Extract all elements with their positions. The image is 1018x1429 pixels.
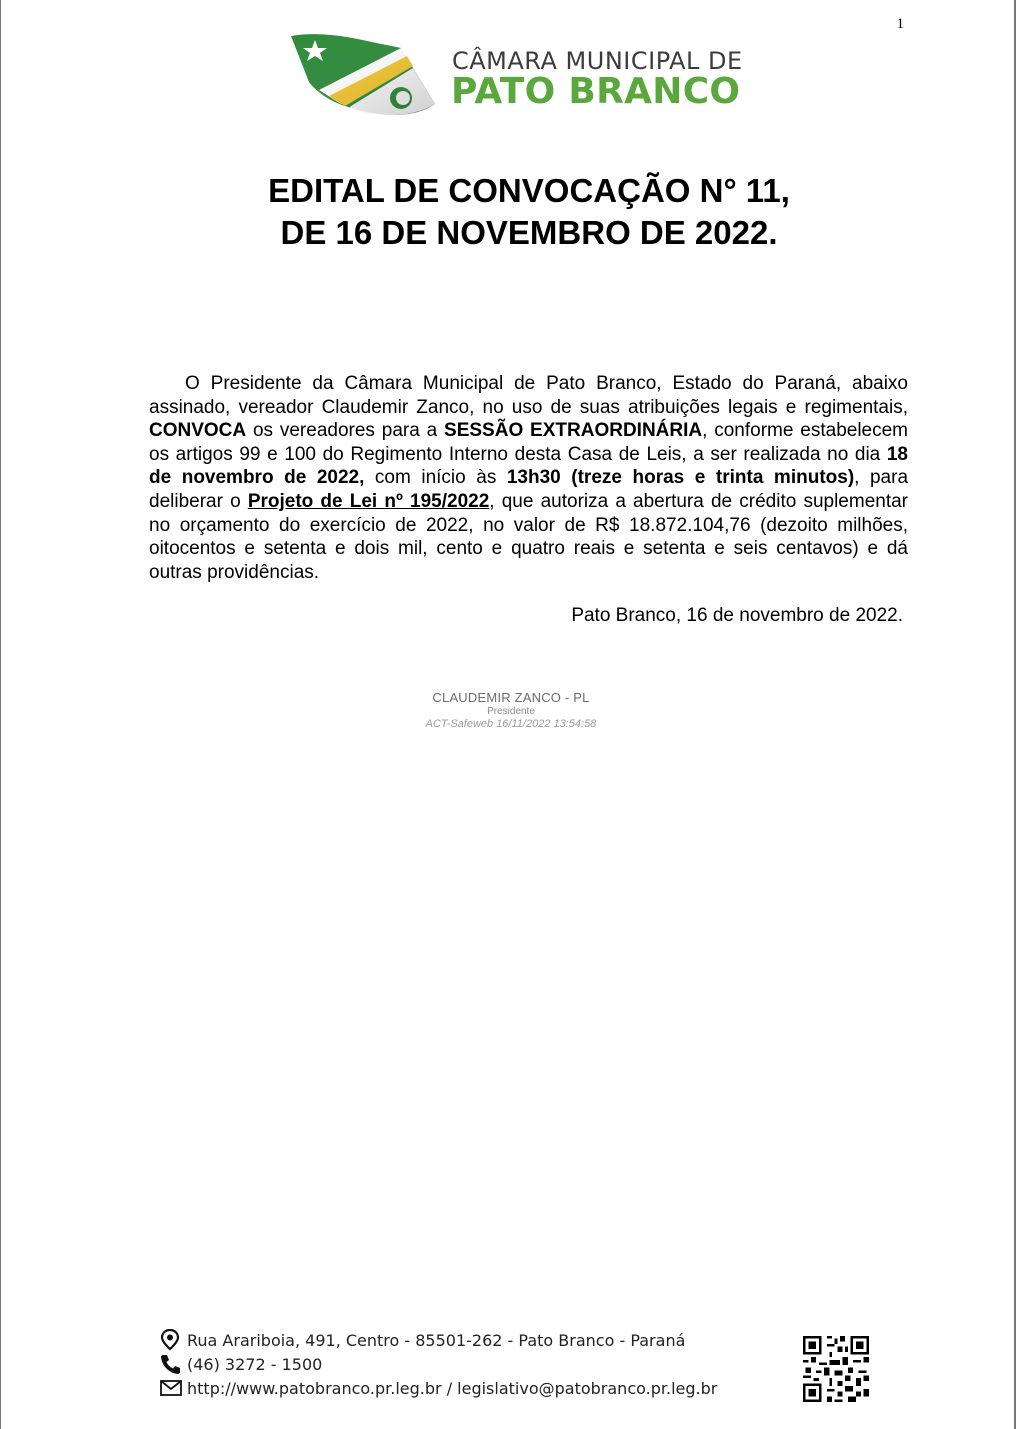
place-date: Pato Branco, 16 de novembro de 2022.: [571, 605, 903, 626]
paragraph-text: O Presidente da Câmara Municipal de Pato Branco, Estado do Paraná, abaixo assinado, vereador Claudemir Zanco, no uso de suas atribuições legais e regimentais,: [149, 373, 908, 418]
title-line1: EDITAL DE CONVOCAÇÃO N° 11,: [268, 172, 790, 209]
document-title: [151, 170, 907, 254]
paragraph-text: , conforme estabelecem os artigos 99 e 100 do Regimento Interno desta Casa de Leis, a ser realizada no dia: [149, 420, 909, 465]
convoca-bold: CONVOCA: [149, 420, 247, 442]
qr-code-icon: [803, 1336, 869, 1402]
paragraph-text: com início às: [364, 467, 507, 489]
signer-role: Presidente: [487, 706, 535, 717]
signature-certificate: ACT-Safeweb 16/11/2022 13:54:58: [425, 718, 597, 730]
session-date-bold: 18 de novembro de 2022,: [149, 443, 908, 489]
paragraph-text: , para deliberar o: [149, 467, 909, 512]
footer-contact: [159, 1328, 879, 1400]
title-line2: DE 16 DE NOVEMBRO DE 2022.: [280, 214, 778, 251]
page-number: 1: [896, 16, 904, 32]
address-text: Rua Arariboia, 491, Centro - 85501-262 - Pato Branco - Paraná: [187, 1330, 686, 1350]
bill-reference: Projeto de Lei nº 195/2022: [247, 490, 490, 512]
footer-web-email: [159, 1376, 879, 1400]
digital-signature: [361, 690, 661, 730]
session-time-bold: 13h30 (treze horas e trinta minutos): [506, 467, 855, 489]
chamber-logo: [289, 30, 759, 122]
flag-logo-icon: [289, 30, 439, 122]
paragraph-text: , que autoriza a abertura de crédito suplementar no orçamento do exercício de 2022, no valor de R$ 18.872.104,76 (dezoito milhões, oitocentos e setenta e dois mil, cento e quatro reais e setenta e seis centavos) e dá outras providências.: [149, 490, 908, 583]
signer-name: CLAUDEMIR ZANCO - PL: [432, 690, 590, 705]
footer-address: [159, 1328, 879, 1352]
phone-text: (46) 3272 - 1500: [187, 1354, 323, 1374]
paragraph-text: os vereadores para a: [246, 420, 445, 442]
session-type-bold: SESSÃO EXTRAORDINÁRIA: [444, 420, 703, 442]
location-pin-icon: [159, 1329, 183, 1351]
web-email-text: http://www.patobranco.pr.leg.br / legislativo@patobranco.pr.leg.br: [187, 1378, 718, 1398]
envelope-icon: [159, 1377, 183, 1399]
footer-phone: [159, 1352, 879, 1376]
logo-title-line1: CÂMARA MUNICIPAL DE: [452, 47, 743, 75]
phone-icon: [159, 1353, 183, 1375]
convocation-paragraph: [149, 372, 908, 584]
logo-title-line2: PATO BRANCO: [451, 71, 741, 112]
